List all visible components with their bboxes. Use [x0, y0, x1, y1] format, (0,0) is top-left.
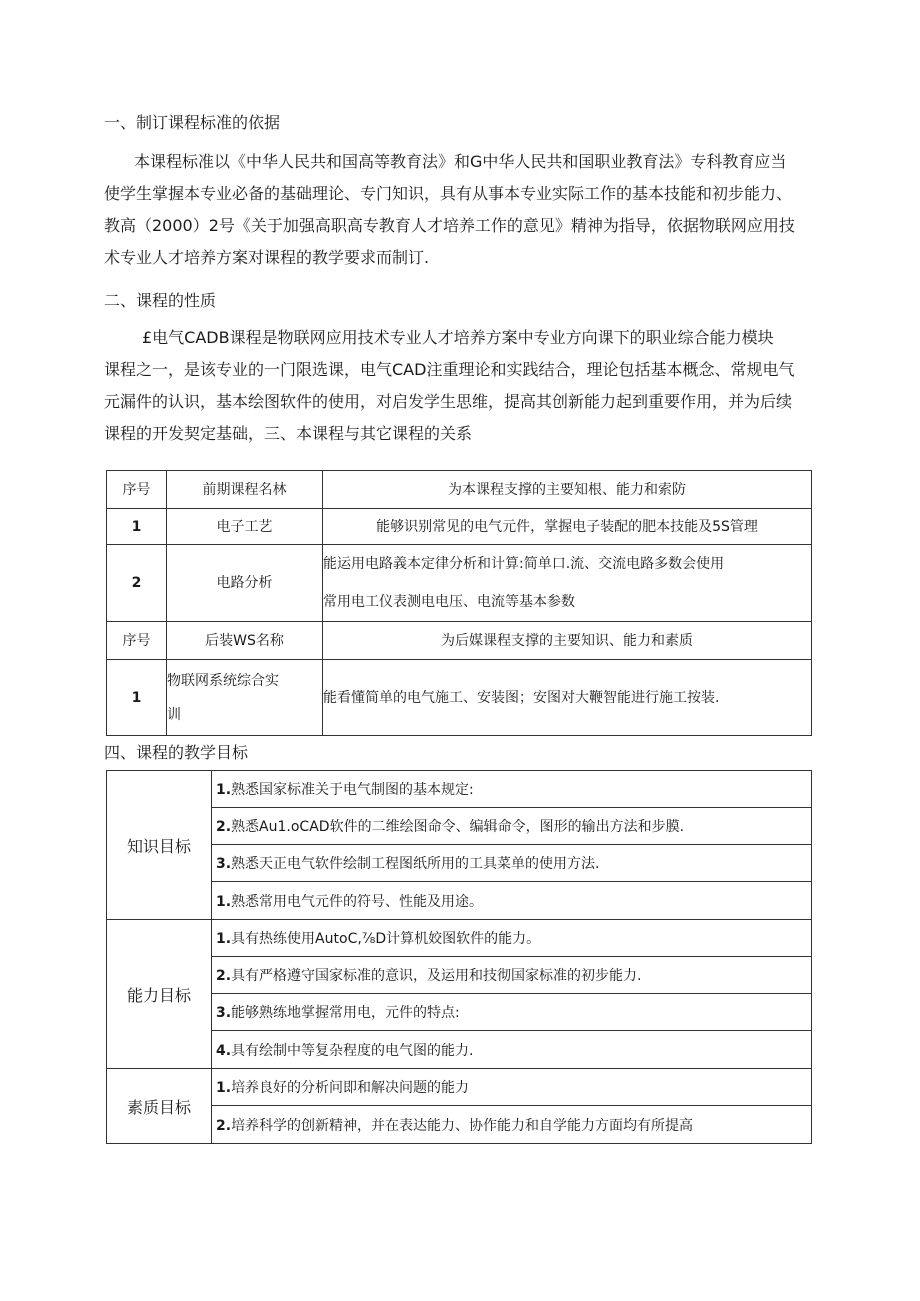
row-support: 能够识别常见的电气元件，掌握电子装配的肥本技能及5S管理 [323, 509, 812, 545]
goal-item: 1.熟悉国家标准关于电气制图的基本规定: [212, 771, 812, 808]
goal-row [107, 808, 812, 845]
table-header-row [107, 622, 812, 660]
section2-line: 元漏件的认识，基本绘图软件的使用，对启发学生思维，提高其创新能力起到重要作用，并为后续 [104, 392, 793, 411]
header-support: 为本课程支撑的主要知根、能力和索防 [323, 471, 812, 509]
goal-row [107, 1031, 812, 1069]
goal-row [107, 1069, 812, 1106]
section2-paragraph [104, 322, 816, 450]
row-support [323, 545, 812, 622]
goal-row [107, 994, 812, 1031]
header-no: 序号 [107, 471, 167, 509]
row-course-name: 电路分析 [167, 545, 323, 622]
section1-line: 教高（2000）2号《关于加强高职高专教育人才培养工作的意见》精神为指导，依据物联网应用技 [104, 216, 795, 235]
row-support-line: 常用电工仪表测电电压、电流等基本参数 [323, 594, 575, 610]
goal-item: 3.熟悉天正电气软件绘制工程图纸所用的工具菜单的使用方法. [212, 845, 812, 882]
goal-item: 1.具有热练使用AutoC,⅞D计算机姣图软件的能力。 [212, 920, 812, 957]
section2-line: 课程之一，是该专业的一门限选课，电气CAD注重理论和实践结合，理论包括基本概念、常规电气 [104, 360, 795, 379]
goal-item: 1.培养良好的分析问即和解决问题的能力 [212, 1069, 812, 1106]
row-support: 能看懂简单的电气施工、安装图；安图对大鞭智能进行施工按装. [323, 660, 812, 736]
table-row [107, 660, 812, 736]
section1-line: 本课程标准以《中华人民共和国高等教育法》和G中华人民共和国职业教育法》专科教育应当 [134, 152, 787, 171]
goal-item: 2.具有严格遵守国家标准的意识，及运用和技彻国家标准的初步能力. [212, 957, 812, 994]
section2-line: £电气CADB课程是物联网应用技术专业人才培养方案中专业方向课下的职业综合能力模块 [142, 328, 774, 347]
goal-item: 1.熟悉常用电气元件的符号、性能及用途。 [212, 882, 812, 920]
row-course-name [167, 660, 323, 736]
goal-row [107, 771, 812, 808]
section1-heading: 一、制订课程标准的依据 [104, 113, 281, 132]
table-header-row [107, 471, 812, 509]
row-course-name-line: 训 [167, 706, 181, 723]
section1-paragraph [104, 146, 816, 274]
course-relation-table [106, 470, 812, 736]
knowledge-goal-label: 知识目标 [107, 771, 212, 920]
goal-row [107, 882, 812, 920]
goal-item: 2.熟悉Au1.oCAD软件的二维绘图命令、编辑命令，图形的输出方法和步膜. [212, 808, 812, 845]
goal-row [107, 920, 812, 957]
section4-heading: 四、课程的教学目标 [104, 743, 249, 762]
ability-goal-label: 能力目标 [107, 920, 212, 1069]
goal-row [107, 845, 812, 882]
header-course-name: 前期课程名林 [167, 471, 323, 509]
goal-item: 4.具有绘制中等复杂程度的电气图的能力. [212, 1031, 812, 1069]
table-row [107, 545, 812, 622]
row-no: 1 [107, 509, 167, 545]
header-no: 序号 [107, 622, 167, 660]
row-course-name-line: 物联网系统综合实 [167, 672, 279, 689]
goal-item: 3.能够熟练地掌握常用电，元件的特点: [212, 994, 812, 1031]
goal-row [107, 1106, 812, 1144]
section1-line: 术专业人才培养方案对课程的教学要求而制订. [104, 248, 430, 267]
row-no: 2 [107, 545, 167, 622]
header-course-name: 后装WS名称 [167, 622, 323, 660]
teaching-goals-table [106, 770, 812, 1144]
row-course-name: 电子工艺 [167, 509, 323, 545]
header-support: 为后媒课程支撑的主要知识、能力和素质 [323, 622, 812, 660]
table-row [107, 509, 812, 545]
quality-goal-label: 素质目标 [107, 1069, 212, 1144]
section2-line: 课程的开发契定基础，三、本课程与其它课程的关系 [104, 424, 473, 443]
row-no: 1 [107, 660, 167, 736]
section1-line: 使学生掌握本专业必备的基础理论、专门知识，具有从事本专业实际工作的基本技能和初步能力、 [104, 184, 793, 203]
row-support-line: 能运用电路義本定律分析和计算:简单口.流、交流电路多数会使用 [323, 556, 725, 572]
goal-item: 2.培养科学的创新精神，并在表达能力、协作能力和自学能力方面均有所提高 [212, 1106, 812, 1144]
goal-row [107, 957, 812, 994]
section2-heading: 二、课程的性质 [104, 291, 217, 310]
